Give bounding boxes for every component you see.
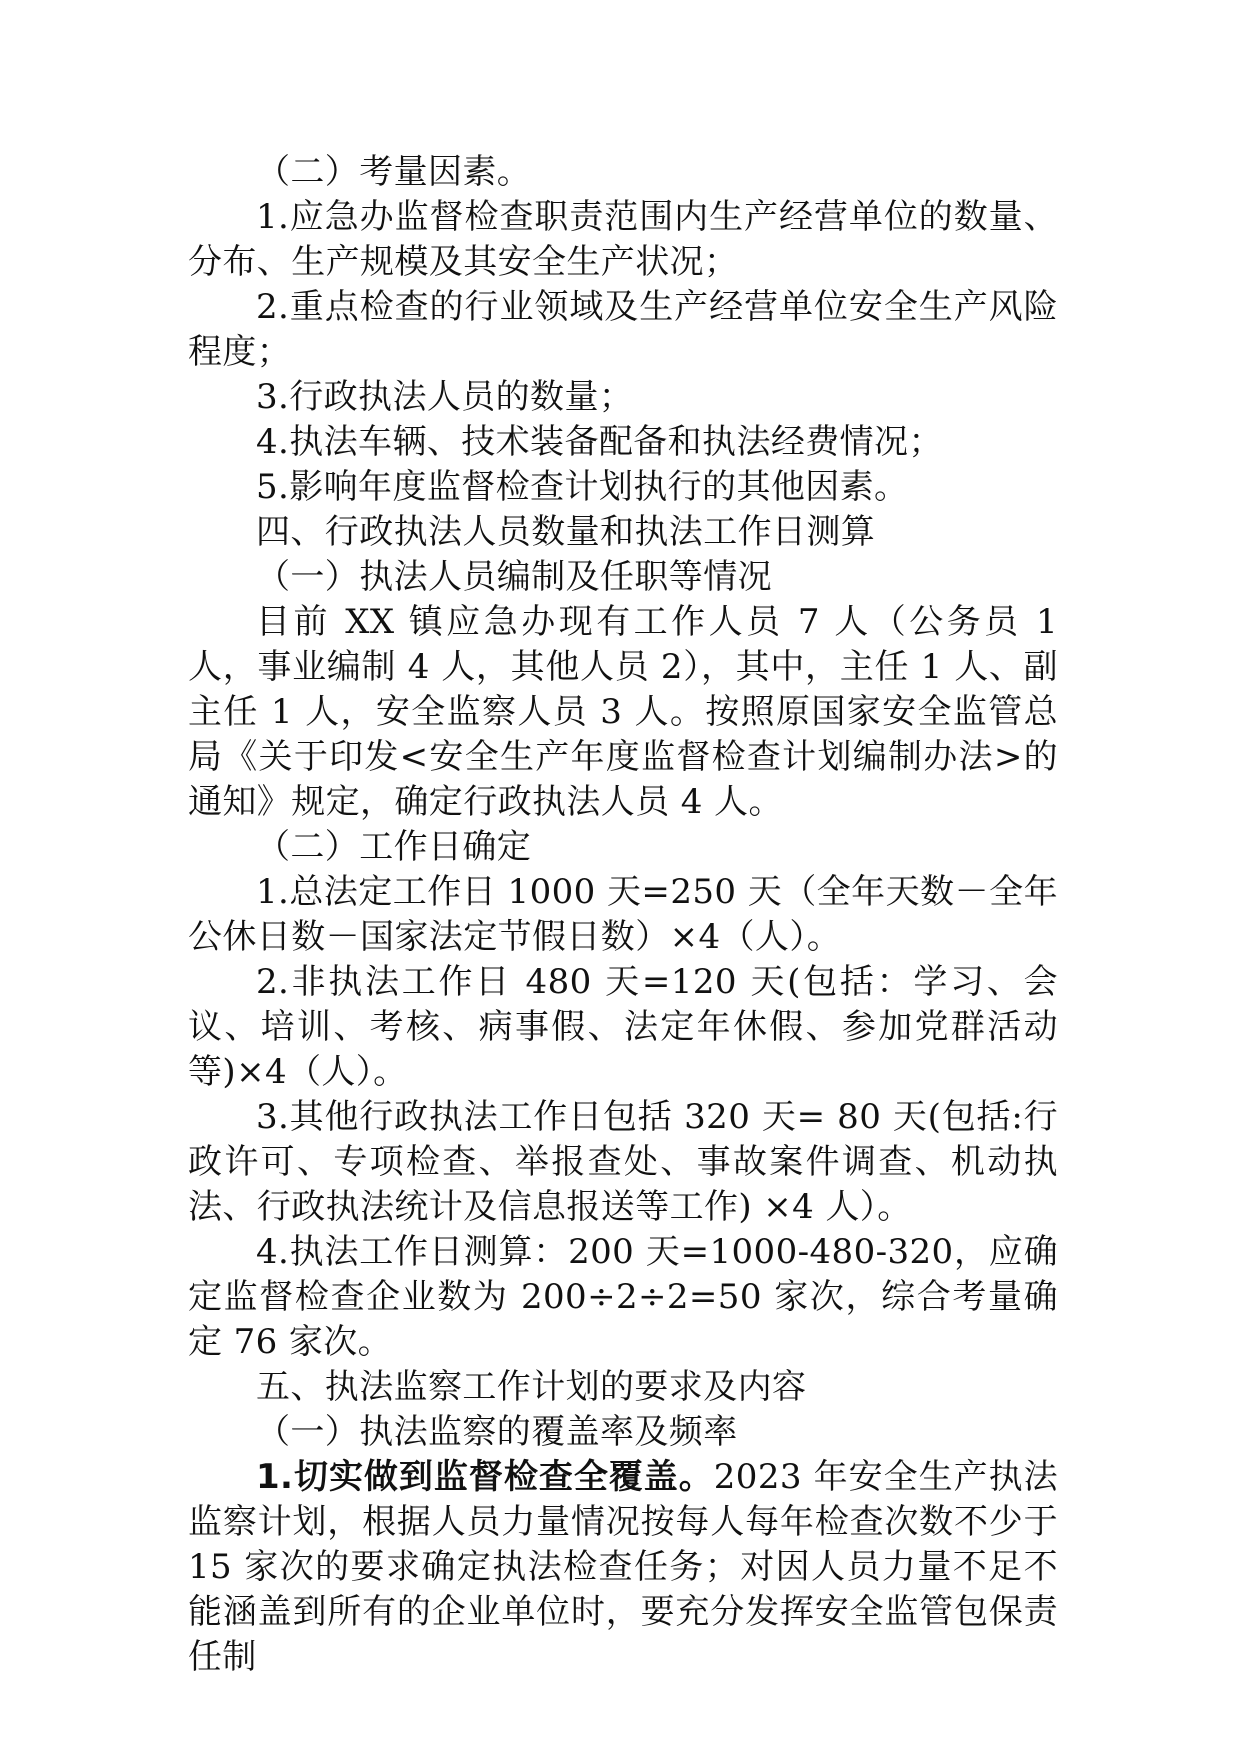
section-heading-considerations: （二）考量因素。 xyxy=(256,152,532,192)
list-item-4: 4.执法车辆、技术装备配备和执法经费情况； xyxy=(256,422,943,462)
section-heading-5: 五、执法监察工作计划的要求及内容 xyxy=(256,1367,807,1407)
workday-item-2: 2.非执法工作日 480 天=120 天(包括：学习、会议、培训、考核、病事假、法定年休假、参加党群活动等)×4（人）。 xyxy=(188,962,1058,1092)
list-item-5: 5.影响年度监督检查计划执行的其他因素。 xyxy=(256,467,909,507)
section-heading-4: 四、行政执法人员数量和执法工作日测算 xyxy=(256,512,876,552)
list-item-2: 2.重点检查的行业领域及生产经营单位安全生产风险程度； xyxy=(188,287,1058,372)
subsection-heading-staffing: （一）执法人员编制及任职等情况 xyxy=(256,557,772,597)
paragraph-coverage: 1.切实做到监督检查全覆盖。2023 年安全生产执法监察计划，根据人员力量情况按每人每年检查次数不少于 15 家次的要求确定执法检查任务；对因人员力量不足不能涵盖到所有的企业单位时，要充分发挥安全监管包保责任制 xyxy=(188,1457,1058,1677)
subsection-heading-coverage: （一）执法监察的覆盖率及频率 xyxy=(256,1412,738,1452)
subsection-heading-workdays: （二）工作日确定 xyxy=(256,827,532,867)
list-item-1: 1.应急办监督检查职责范围内生产经营单位的数量、分布、生产规模及其安全生产状况； xyxy=(188,197,1058,282)
paragraph-staffing: 目前 XX 镇应急办现有工作人员 7 人（公务员 1 人，事业编制 4 人，其他人员 2），其中，主任 1 人、副主任 1 人，安全监察人员 3 人。按照原国家安全监管总局《关于印发<安全生产年度监督检查计划编制办法>的通知》规定，确定行政执法人员 4 人。 xyxy=(188,602,1058,822)
document-page xyxy=(188,150,1058,1680)
workday-item-3: 3.其他行政执法工作日包括 320 天= 80 天(包括:行政许可、专项检查、举报查处、事故案件调查、机动执法、行政执法统计及信息报送等工作) ×4 人）。 xyxy=(188,1097,1058,1227)
list-item-3: 3.行政执法人员的数量； xyxy=(256,377,634,417)
workday-item-1: 1.总法定工作日 1000 天=250 天（全年天数－全年公休日数－国家法定节假日数）×4（人）。 xyxy=(188,872,1058,957)
bold-lead: 1.切实做到监督检查全覆盖。 xyxy=(256,1457,714,1497)
workday-item-4: 4.执法工作日测算：200 天=1000-480-320，应确定监督检查企业数为 200÷2÷2=50 家次，综合考量确定 76 家次。 xyxy=(188,1232,1058,1362)
